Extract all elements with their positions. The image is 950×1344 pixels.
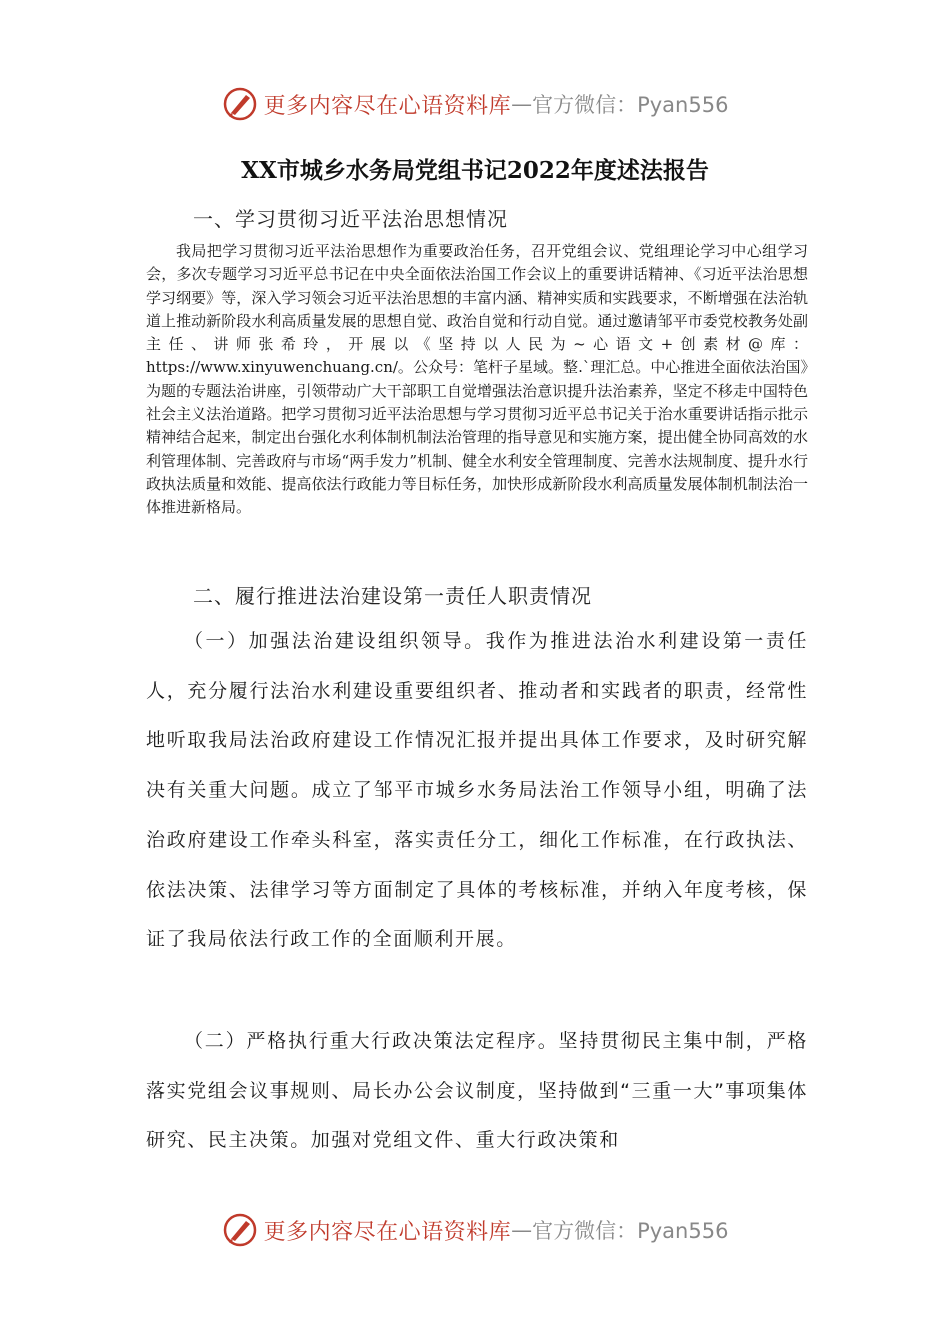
footer-watermark-banner [0, 1208, 950, 1252]
section1-heading: 一、学习贯彻习近平法治思想情况 [193, 207, 508, 231]
banner-contact-text: 官方微信：Pyan556 [532, 93, 729, 117]
section2-paragraph-2: （二）严格执行重大行政决策法定程序。坚持贯彻民主集中制，严格落实党组会议事规则、局长办公会议制度，坚持做到“三重一大”事项集体研究、民主决策。加强对党组文件、重大行政决策和 [146, 1030, 808, 1152]
pen-logo-icon [222, 1212, 258, 1248]
header-watermark-banner [0, 82, 950, 126]
banner-dash: — [511, 1218, 533, 1242]
document-title: XX市城乡水务局党组书记2022年度述法报告 [241, 157, 709, 184]
banner-contact-text: 官方微信：Pyan556 [532, 1219, 729, 1243]
pen-logo-icon [222, 86, 258, 122]
banner-main-text: 更多内容尽在心语资料库 [263, 1219, 512, 1245]
section2-heading: 二、履行推进法治建设第一责任人职责情况 [193, 584, 592, 608]
banner-main-text: 更多内容尽在心语资料库 [263, 93, 512, 119]
banner-dash: — [511, 92, 533, 116]
section2-paragraph-1: （一）加强法治建设组织领导。我作为推进法治水利建设第一责任人，充分履行法治水利建设重要组织者、推动者和实践者的职责，经常性地听取我局法治政府建设工作情况汇报并提出具体工作要求，及时研究解决有关重大问题。成立了邹平市城乡水务局法治工作领导小组，明确了法治政府建设工作牵头科室，落实责任分工，细化工作标准，在行政执法、依法决策、法律学习等方面制定了具体的考核标准，并纳入年度考核，保证了我局依法行政工作的全面顺利开展。 [146, 630, 808, 951]
section1-paragraph: 我局把学习贯彻习近平法治思想作为重要政治任务，召开党组会议、党组理论学习中心组学习会，多次专题学习习近平总书记在中央全面依法治国工作会议上的重要讲话精神、《习近平法治思想学习纲要》等，深入学习领会习近平法治思想的丰富内涵、精神实质和实践要求，不断增强在法治轨道上推动新阶段水利高质量发展的思想自觉、政治自觉和行动自觉。通过邀请邹平市委党校教务处副主任、讲师张希玲，开展以《坚持以人民为~心语文+创素材@库：https://www.xinyuwenchuang.cn/。公众号：笔杆子星域。整.`理汇总。中心推进全面依法治国》为题的专题法治讲座，引领带动广大干部职工自觉增强法治意识提升法治素养，坚定不移走中国特色社会主义法治道路。把学习贯彻习近平法治思想与学习贯彻习近平总书记关于治水重要讲话指示批示精神结合起来，制定出台强化水利体制机制法治管理的指导意见和实施方案，提出健全协同高效的水利管理体制、完善政府与市场“两手发力”机制、健全水利安全管理制度、完善水法规制度、提升水行政执法质量和效能、提高依法行政能力等目标任务，加快形成新阶段水利高质量发展体制机制法治一体推进新格局。 [146, 242, 808, 517]
